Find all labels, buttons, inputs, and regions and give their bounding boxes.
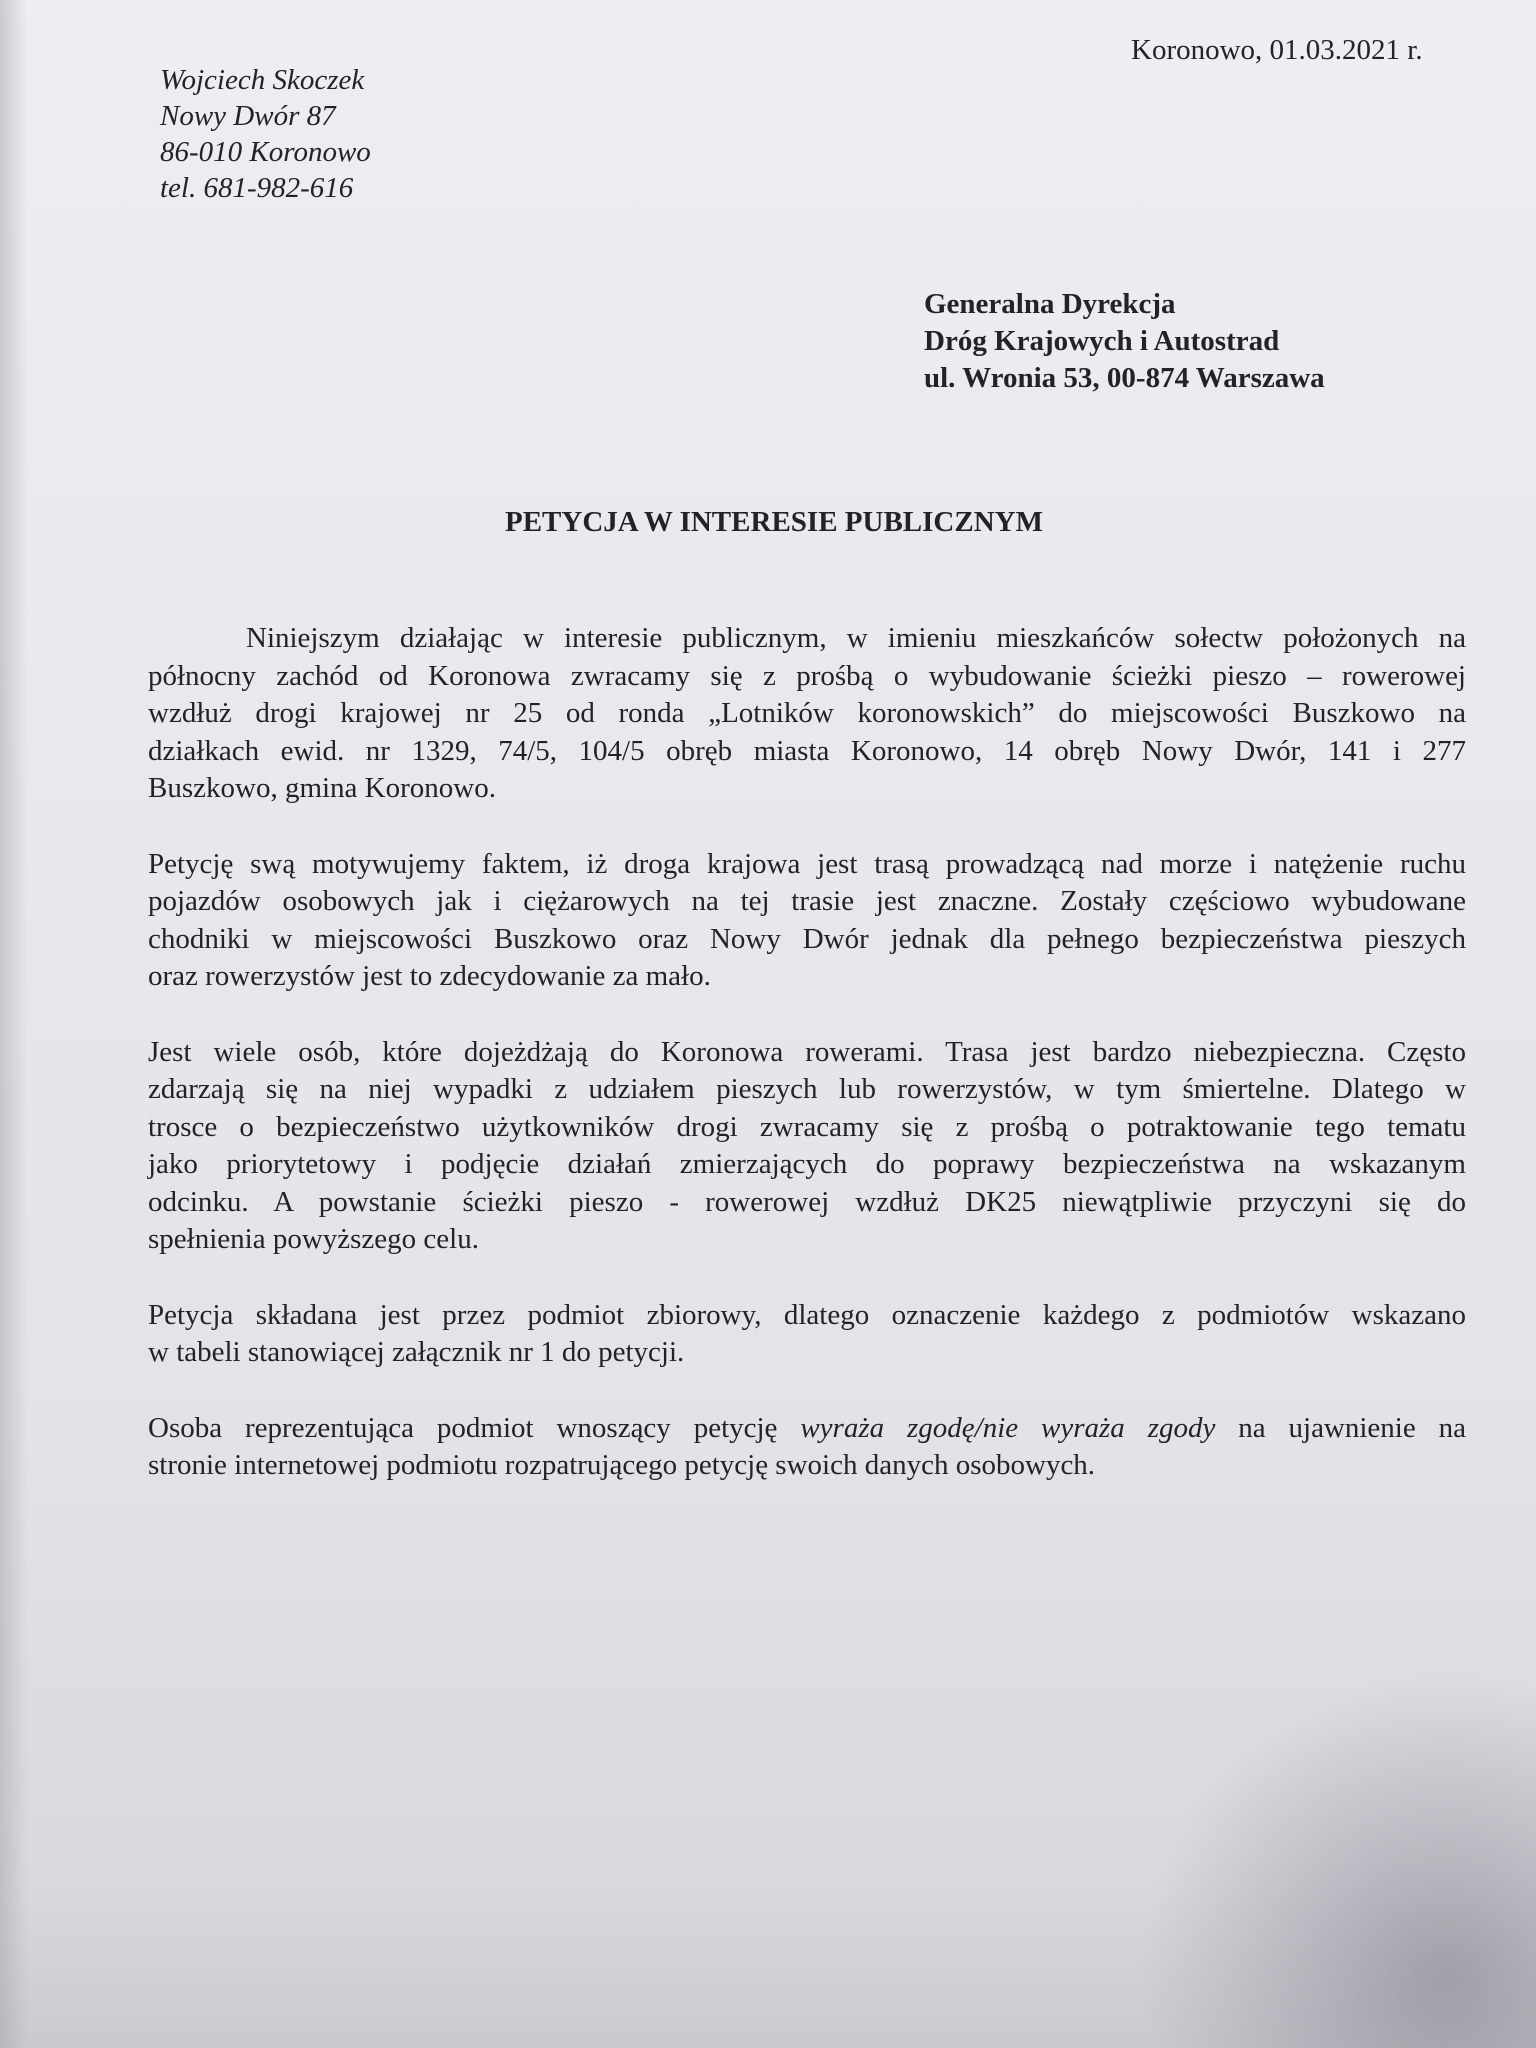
paragraph-5-line-1 (148, 1410, 1466, 1448)
paragraph-1-line: wzdłuż drogi krajowej nr 25 od ronda „Lotników koronowskich” do miejscowości Buszkowo na (148, 697, 1466, 729)
sender-address (160, 62, 371, 206)
paragraph-2-line: chodniki w miejscowości Buszkowo oraz Nowy Dwór jednak dla pełnego bezpieczeństwa pieszych (148, 922, 1466, 955)
paragraph-3-line: Jest wiele osób, które dojeżdżają do Koronowa rowerami. Trasa jest bardzo niebezpieczna. Często (148, 1035, 1466, 1068)
paragraph-1-line: północny zachód od Koronowa zwracamy się z prośbą o wybudowanie ścieżki pieszo – rowerowej (148, 659, 1466, 692)
paragraph-5-line-2: stronie internetowej podmiotu rozpatrującego petycję swoich danych osobowych. (148, 1449, 1096, 1481)
paragraph-4-line: w tabeli stanowiącej załącznik nr 1 do petycji. (148, 1336, 685, 1368)
recipient-line-3: ul. Wronia 53, 00-874 Warszawa (924, 362, 1325, 394)
paragraph-3 (148, 1034, 1466, 1259)
paragraph-1-line: Niniejszym działając w interesie publicznym, w imieniu mieszkańców sołectw położonych na (246, 622, 1466, 654)
consent-option: wyraża zgodę/nie wyraża zgody (800, 1411, 1216, 1444)
sender-city: 86-010 Koronowo (160, 136, 371, 168)
consent-text-start: Osoba reprezentująca podmiot wnoszący petycję (148, 1411, 801, 1444)
paragraph-1 (148, 620, 1466, 808)
paragraph-2-line: oraz rowerzystów jest to zdecydowanie za mało. (148, 960, 711, 992)
letter-body (148, 620, 1466, 1523)
sender-phone: tel. 681-982-616 (160, 172, 354, 204)
corner-shadow (1136, 1668, 1536, 2048)
paper-edge-shadow (0, 0, 28, 2048)
paragraph-4 (148, 1297, 1466, 1372)
recipient-line-1: Generalna Dyrekcja (924, 288, 1176, 320)
recipient-line-2: Dróg Krajowych i Autostrad (924, 325, 1280, 357)
paragraph-2-line: Petycję swą motywujemy faktem, iż droga krajowa jest trasą prowadzącą nad morze i natężenie ruchu (148, 847, 1466, 880)
paragraph-2 (148, 846, 1466, 996)
paragraph-3-line: zdarzają się na niej wypadki z udziałem pieszych lub rowerzystów, w tym śmiertelne. Dlatego w (148, 1073, 1466, 1105)
sender-street: Nowy Dwór 87 (160, 100, 336, 132)
paragraph-4-line: Petycja składana jest przez podmiot zbiorowy, dlatego oznaczenie każdego z podmiotów wskazano (148, 1298, 1466, 1331)
paragraph-3-line: jako priorytetowy i podjęcie działań zmierzających do poprawy bezpieczeństwa na wskazanym (148, 1148, 1466, 1180)
consent-text-end: na ujawnienie na (1215, 1411, 1466, 1444)
paragraph-1-line: Buszkowo, gmina Koronowo. (148, 772, 496, 804)
paragraph-3-line: spełnienia powyższego celu. (148, 1223, 479, 1255)
letter-date: Koronowo, 01.03.2021 r. (1131, 34, 1423, 66)
paragraph-1-line: działkach ewid. nr 1329, 74/5, 104/5 obręb miasta Koronowo, 14 obręb Nowy Dwór, 141 i 277 (148, 734, 1466, 767)
paragraph-2-line: pojazdów osobowych jak i ciężarowych na tej trasie jest znaczne. Zostały częściowo wybudowane (148, 885, 1466, 917)
recipient-address (924, 286, 1325, 397)
paragraph-5 (148, 1410, 1466, 1485)
paragraph-3-line: trosce o bezpieczeństwo użytkowników drogi zwracamy się z prośbą o potraktowanie tego tematu (148, 1110, 1466, 1143)
document-title: PETYCJA W INTERESIE PUBLICZNYM (505, 506, 1043, 538)
sender-name: Wojciech Skoczek (160, 64, 365, 96)
paragraph-3-line: odcinku. A powstanie ścieżki pieszo - rowerowej wzdłuż DK25 niewątpliwie przyczyni się do (148, 1185, 1466, 1218)
